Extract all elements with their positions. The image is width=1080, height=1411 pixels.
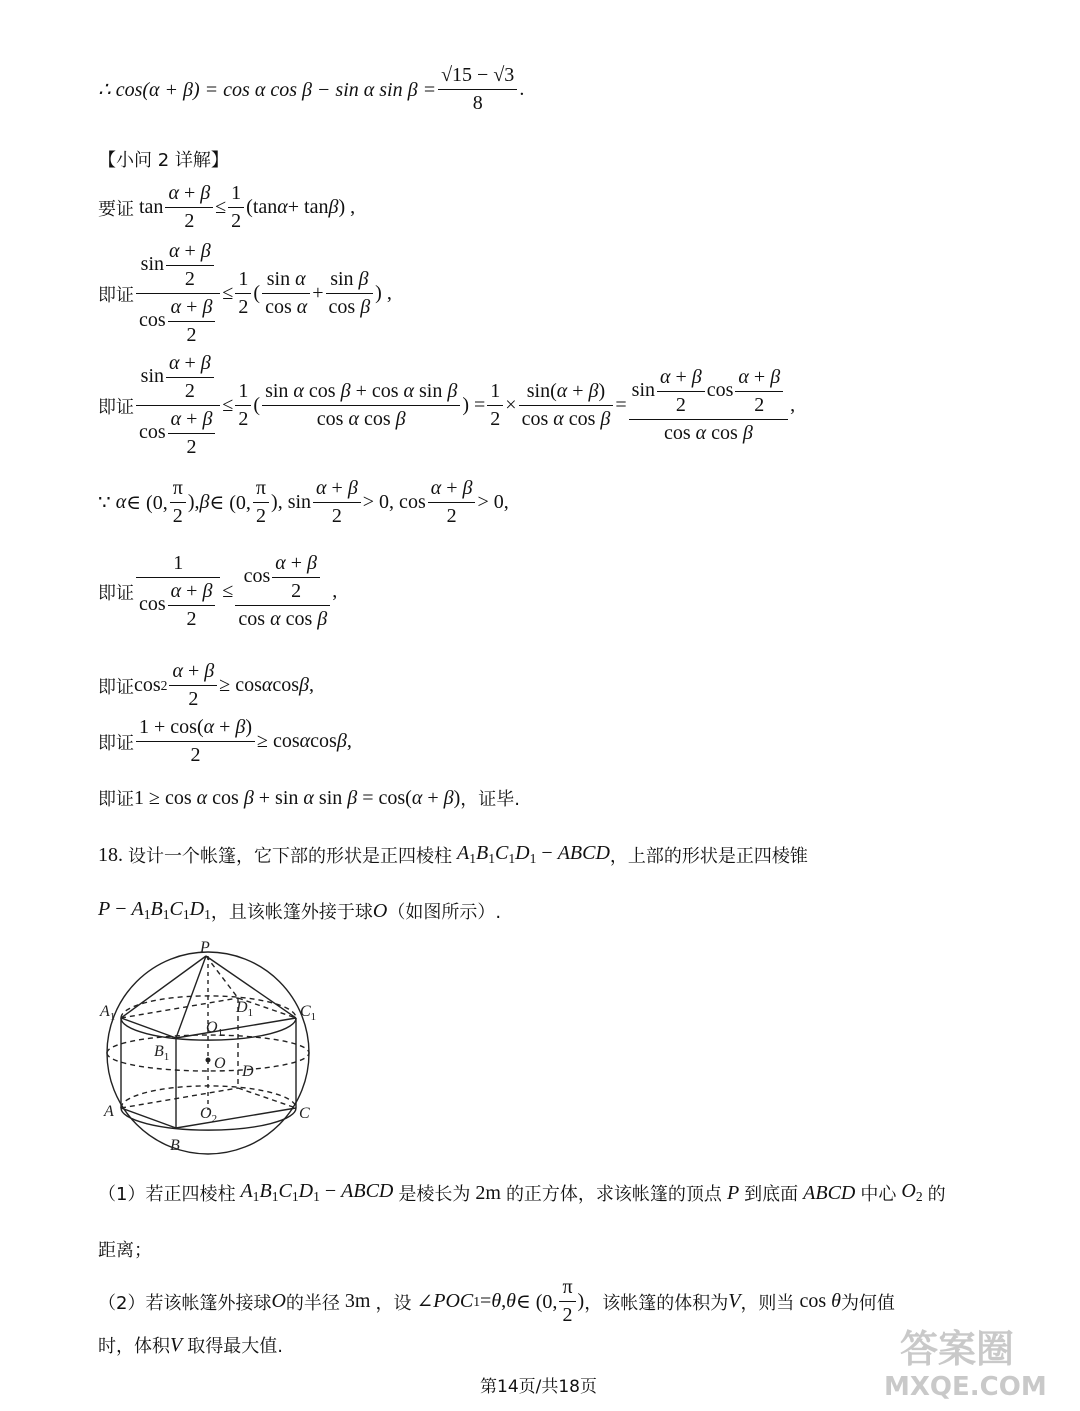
proof-line-4: [98, 475, 509, 530]
problem-number: 18.: [98, 843, 123, 866]
q1-text-e: 中心: [860, 1184, 897, 1205]
label-a1: $A_1$: [100, 1003, 116, 1023]
proof-line-8: [98, 785, 520, 811]
q2-volume: V: [728, 1290, 741, 1312]
proof-line-2: [98, 238, 392, 349]
edge-b1c1: [176, 1018, 296, 1038]
tent-sphere-figure: [96, 938, 326, 1158]
edge-pa1: [121, 956, 206, 1018]
q2-cos: cos θ: [794, 1290, 841, 1312]
problem-18-text-1: 设计一个帐篷，它下部的形状是正四棱柱: [128, 846, 452, 867]
q2-text-e: ，则当: [740, 1292, 795, 1314]
label-o1: $O_1$: [206, 1019, 224, 1039]
edge-a1d1: [121, 998, 238, 1018]
formula-3: sin $\frac{\alpha + \beta}{2}$ cos $\frac{\alpha + \beta}{2}$ ≤ 1 2 ( sin α cos β + cos α sin β cos α cos β ) = 1 2 × sin(α + β) cos α cos β = sin $\frac{\alpha + \beta}{2}$ cos $\frac{\alpha + \beta}{2}$ cos α cos β ,: [134, 350, 795, 461]
q2-line2-b: 取得最大值.: [187, 1336, 283, 1357]
formula-2: sin $\frac{\alpha + \beta}{2}$ cos $\frac{\alpha + \beta}{2}$ ≤ 1 2 ( sin α cos α + sin β cos β ) ,: [134, 238, 392, 349]
q2-sphere: O: [271, 1290, 286, 1312]
q2-text-a: （2）若该帐篷外接球: [98, 1292, 272, 1314]
formula-7: 1 + cos(α + β) 2 ≥ cos α cos β ,: [134, 714, 352, 769]
label-b: B: [170, 1137, 180, 1154]
q1-text-d: 到底面: [744, 1184, 799, 1205]
label-p: P: [200, 939, 210, 956]
proof-label-3: 即证: [98, 396, 134, 418]
q1-text-a: （1）若正四棱柱: [98, 1184, 236, 1205]
proof-line-7: [98, 714, 352, 769]
problem-18-text-2: ，且该帐篷外接于球: [210, 902, 373, 923]
formula-4: α ∈ (0, π 2 ), β ∈ (0, π 2 ), sin α + β 2 > 0, cos α + β 2 > 0,: [115, 477, 509, 527]
edge-ad: [121, 1088, 238, 1108]
edge-pd1: [206, 956, 238, 998]
question-2-line-1: [98, 1274, 895, 1329]
conclusion-tail: .: [519, 78, 525, 100]
proof-label-4: ∵: [98, 492, 111, 514]
proof-label-2: 即证: [98, 284, 134, 306]
prism-name: $A_1B_1C_1D_1$ − ABCD: [457, 842, 610, 867]
problem-18-text-2b: （如图所示）.: [387, 902, 502, 923]
q2-line2-a: 时，体积: [98, 1336, 170, 1357]
proof-tail-8: ，证毕.: [460, 789, 520, 810]
label-b1: $B_1$: [154, 1043, 170, 1063]
q1-prism: $A_1B_1C_1D_1$ − ABCD: [240, 1180, 394, 1205]
question-1-line-2: 距离；: [98, 1240, 152, 1261]
label-o2: $O_2$: [200, 1105, 218, 1125]
formula-5: 1 cos $\frac{\alpha + \beta}{2}$ ≤ cos $\frac{\alpha + \beta}{2}$ cos α cos β ,: [134, 550, 337, 633]
watermark-site: MXQE.COM: [884, 1372, 1047, 1402]
conclusion-denominator: 8: [472, 92, 483, 114]
problem-18-line-2: [98, 898, 501, 924]
proof-label-7: 即证: [98, 732, 134, 754]
sphere-name: O: [372, 899, 388, 922]
proof-line-6: [98, 658, 314, 713]
q2-text-f: 为何值: [840, 1292, 895, 1314]
q2-text-c: ，设: [375, 1292, 412, 1314]
formula-6: cos 2 α + β 2 ≥ cos α cos β ,: [134, 660, 314, 710]
proof-label-6: 即证: [98, 676, 134, 698]
question-1-line-1: [98, 1180, 946, 1206]
proof-label-5: 即证: [98, 582, 134, 604]
pyramid-name: $P - A_1B_1C_1D_1$: [98, 898, 211, 923]
q1-text-b: 是棱长为: [398, 1184, 471, 1205]
q1-base: ABCD: [803, 1181, 856, 1204]
proof-label-8: 即证: [98, 789, 134, 810]
center-point: [206, 1058, 211, 1063]
proof-line-5: [98, 550, 337, 633]
label-c1: $C_1$: [300, 1003, 317, 1023]
q2-radius: 3m: [339, 1290, 376, 1312]
q1-length: 2m: [470, 1181, 506, 1204]
conclusion-lead: ∴ cos(α + β) = cos α cos β − sin α sin β =: [98, 79, 437, 101]
section-2-heading: 【小问 2 详解】: [98, 150, 229, 171]
label-a: A: [104, 1103, 114, 1120]
page-footer: 第14页/共18页: [480, 1377, 597, 1397]
q1-text-c: 的正方体，求该帐篷的顶点: [505, 1184, 722, 1205]
problem-18-line-1: [98, 842, 808, 868]
label-c: C: [299, 1105, 310, 1122]
proof-label-1: 要证: [98, 198, 134, 220]
q1-vertex: P: [726, 1181, 740, 1204]
watermark-logo: 答案圈: [900, 1327, 1015, 1371]
q2-line2-v: V: [170, 1333, 183, 1356]
conclusion-fraction: [438, 62, 517, 117]
formula-1: tan α + β 2 ≤ 1 2 (tan α + tan β ) ,: [134, 182, 356, 232]
q2-text-d: ，该帐篷的体积为: [584, 1292, 729, 1314]
proof-line-1: [98, 180, 355, 235]
problem-18-text-1b: ，上部的形状是正四棱锥: [609, 846, 808, 867]
label-d1: $D_1$: [236, 999, 254, 1019]
formula-8: 1 ≥ cos α cos β + sin α sin β = cos(α + β): [134, 786, 461, 809]
label-d: D: [242, 1063, 254, 1080]
proof-line-3: [98, 350, 795, 461]
q2-text-b: 的半径: [285, 1292, 340, 1314]
conclusion-numerator: √15 − √3: [438, 62, 517, 90]
q1-center: $O_2$: [901, 1180, 923, 1205]
label-o: O: [214, 1055, 226, 1072]
q1-text-f: 的: [927, 1184, 946, 1205]
q2-angle-def: ∠ POC 1 = θ , θ ∈ (0, π 2 ): [411, 1276, 585, 1326]
question-2-line-2: [98, 1332, 283, 1358]
conclusion-line: [98, 62, 524, 117]
